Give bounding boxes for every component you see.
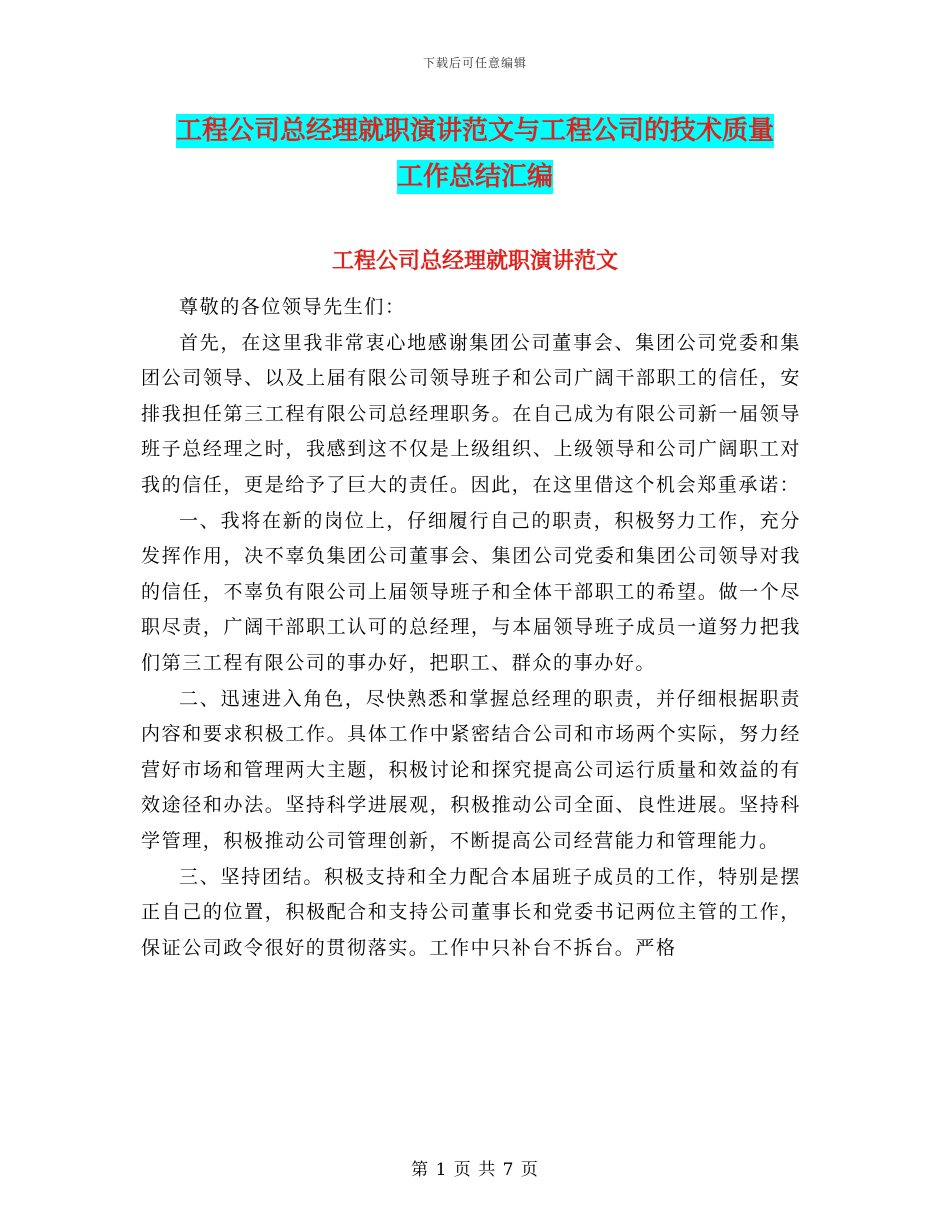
document-title	[140, 108, 810, 200]
salutation-paragraph: 尊敬的各位领导先生们：	[179, 296, 406, 318]
body-paragraph: 一、我将在新的岗位上，仔细履行自己的职责，积极努力工作，充分发挥作用，决不辜负集团公司董事会、集团公司党委和集团公司领导对我的信任，不辜负有限公司上届领导班子和全体干部职工的希望。做一个尽职尽责，广阔干部职工认可的总经理，与本届领导班子成员一道努力把我们第三工程有限公司的事办好，把职工、群众的事办好。	[141, 509, 801, 674]
body-paragraph: 二、迅速进入角色，尽快熟悉和掌握总经理的职责，并仔细根据职责内容和要求积极工作。具体工作中紧密结合公司和市场两个实际，努力经营好市场和管理两大主题，积极讨论和探究提高公司运行质量和效益的有效途径和办法。坚持科学进展观，积极推动公司全面、良性进展。坚持科学管理，积极推动公司管理创新，不断提高公司经营能力和管理能力。	[141, 687, 801, 852]
page-header-note: 下载后可任意编辑	[422, 56, 527, 70]
body-paragraph: 三、坚持团结。积极支持和全力配合本届班子成员的工作，特别是摆正自己的位置，积极配合和支持公司董事长和党委书记两位主管的工作，保证公司政令很好的贯彻落实。工作中只补台不拆台。严格	[141, 865, 801, 959]
document-body	[141, 290, 801, 966]
document-title-line1: 工程公司总经理就职演讲范文与工程公司的技术质量	[175, 116, 774, 146]
section-title: 工程公司总经理就职演讲范文	[331, 249, 618, 274]
page-number: 第 1 页 共 7 页	[411, 1160, 539, 1180]
body-paragraph: 首先，在这里我非常衷心地感谢集团公司董事会、集团公司党委和集团公司领导、以及上届有限公司领导班子和公司广阔干部职工的信任，安排我担任第三工程有限公司总经理职务。在自己成为有限公司新一届领导班子总经理之时，我感到这不仅是上级组织、上级领导和公司广阔职工对我的信任，更是给予了巨大的责任。因此，在这里借这个机会郑重承诺：	[141, 331, 801, 496]
document-title-line2: 工作总结汇编	[396, 162, 553, 192]
